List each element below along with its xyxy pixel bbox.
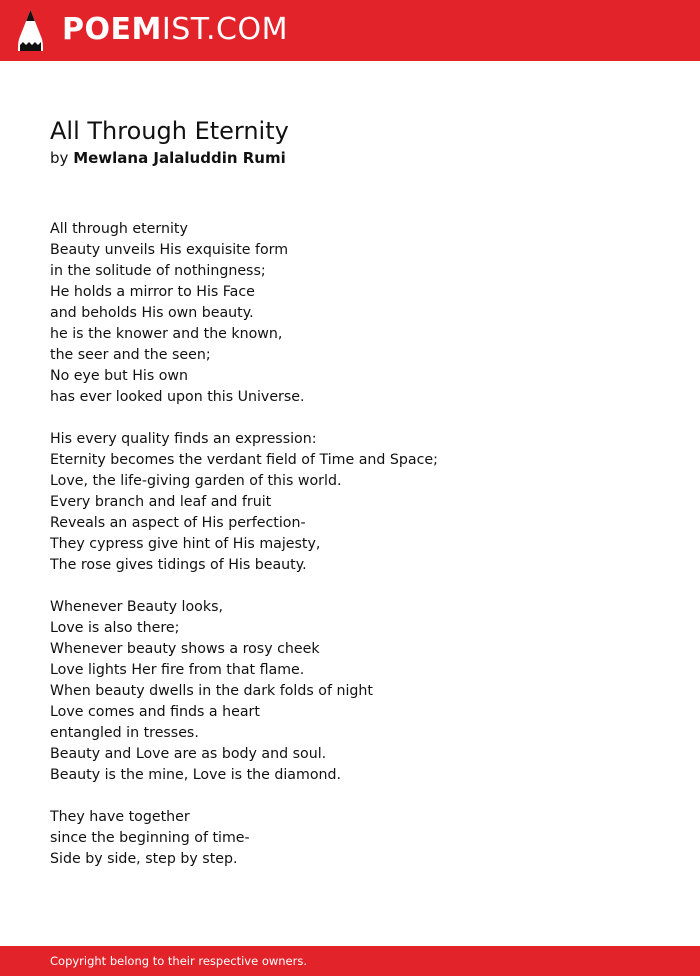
poem-line: Beauty unveils His exquisite form [50,242,289,258]
poem-line: Reveals an aspect of His perfection- [50,515,306,531]
poem-line: All through eternity [50,221,188,237]
copyright-text: Copyright belong to their respective owners. [50,954,308,968]
poem-line: When beauty dwells in the dark folds of night [50,683,373,699]
poem-line: Beauty is the mine, Love is the diamond. [50,767,342,783]
poem-line: The rose gives tidings of His beauty. [50,557,307,573]
poem-body [50,219,438,891]
poem-line: has ever looked upon this Universe. [50,389,305,405]
poem-line: Eternity becomes the verdant field of Time and Space; [50,452,438,468]
site-logo[interactable] [62,12,288,48]
byline [50,148,286,169]
poem-line: Every branch and leaf and fruit [50,494,272,510]
poem-line: the seer and the seen; [50,347,211,363]
poem-line: No eye but His own [50,368,189,384]
by-label: by [50,149,69,167]
poem-line: He holds a mirror to His Face [50,284,255,300]
poem-line: Whenever beauty shows a rosy cheek [50,641,320,657]
logo-bold-text: POEM [62,12,162,47]
poem-line: since the beginning of time- [50,830,250,846]
pencil-tip-icon[interactable] [18,10,43,51]
poem-line: His every quality finds an expression: [50,431,317,447]
poem-line: he is the knower and the known, [50,326,283,342]
poem-stanza [50,597,438,786]
poem-line: Love, the life-giving garden of this world. [50,473,342,489]
poem-line: Beauty and Love are as body and soul. [50,746,327,762]
author-name: Mewlana Jalaluddin Rumi [73,149,286,167]
poem-line: Whenever Beauty looks, [50,599,223,615]
poem-stanza [50,219,438,408]
poem-line: Love is also there; [50,620,180,636]
poem-line: They cypress give hint of His majesty, [50,536,321,552]
site-header [0,0,700,61]
poem-stanza [50,807,438,870]
poem-line: in the solitude of nothingness; [50,263,266,279]
poem-line: Love lights Her fire from that flame. [50,662,305,678]
poem-line: and beholds His own beauty. [50,305,254,321]
poem-line: Love comes and finds a heart [50,704,260,720]
poem-line: They have together [50,809,190,825]
logo-light-text: IST.COM [161,12,288,47]
poem-stanza [50,429,438,576]
poem-line: Side by side, step by step. [50,851,238,867]
poem-title: All Through Eternity [50,117,289,145]
site-footer [0,946,700,976]
poem-line: entangled in tresses. [50,725,199,741]
